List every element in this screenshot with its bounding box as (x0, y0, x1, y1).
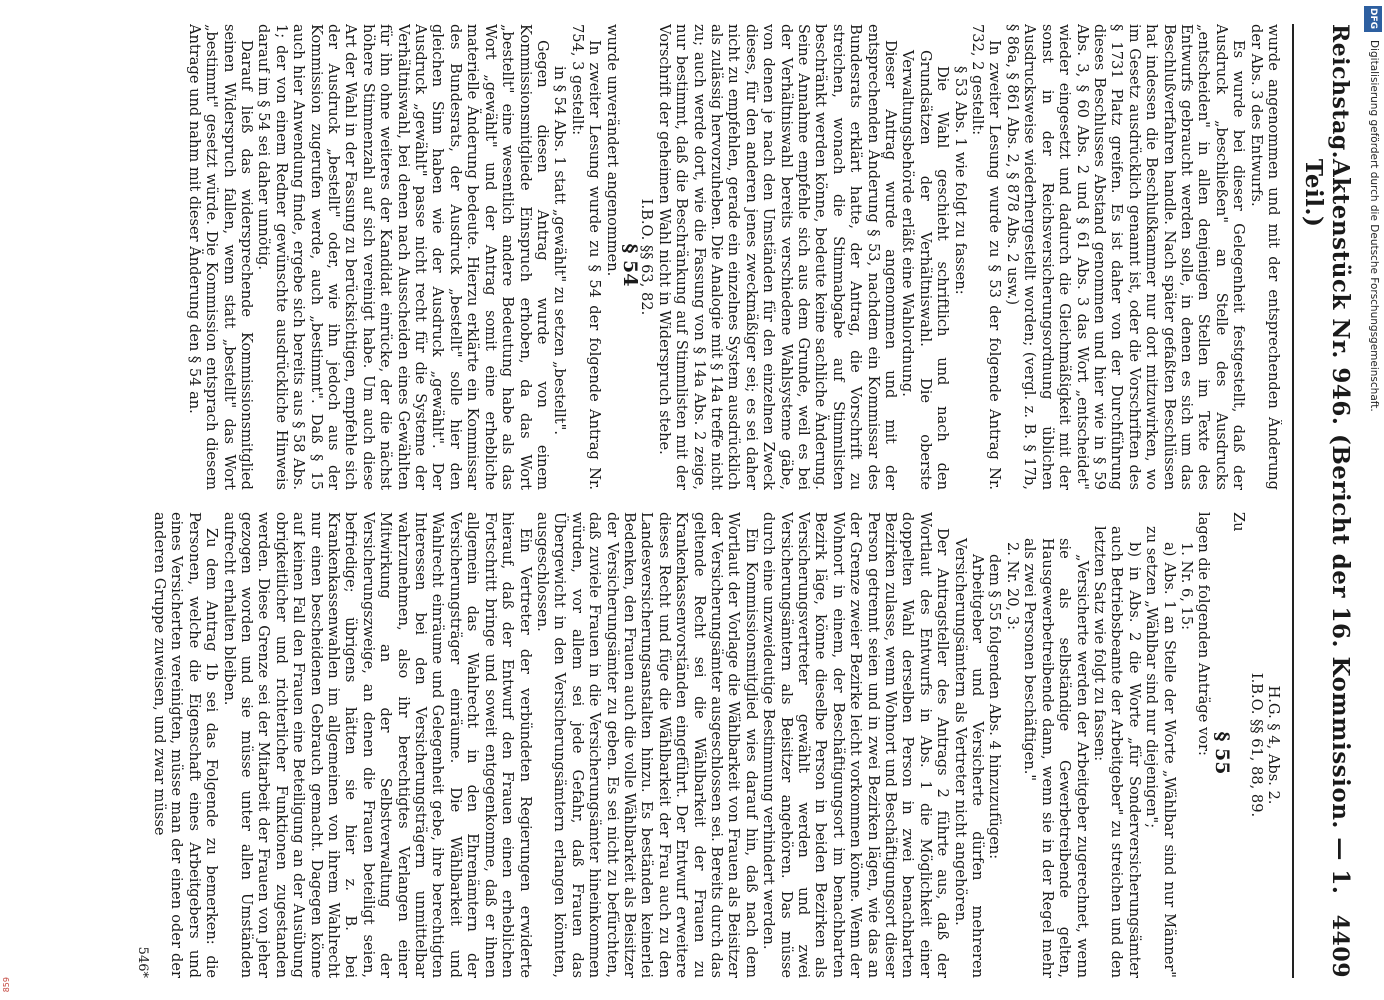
header-aktenstueck: Aktenstück Nr. 946. (Bericht der 16. Kommission. — 1. Teil.) (1300, 158, 1354, 895)
paragraph: Dieser Antrag wurde angenommen und mit der entsprechenden Änderung § 53, nachdem ein Kommissar des Bundesrats erklärt hatte, der Antrag, die Vorschrift zu streichen, wonach die Stimmabgabe auf Stimmlisten beschränkt werden könne, bedeute keine sachliche Änderung. Seine Annahme empfehle sich aus dem Grunde, weil es bei der Verhältniswahl bereits verschiedene Wahlsysteme gäbe, von denen je nach den Umständen für den einzelnen Zweck dieses, für den anderen jenes zweckmäßiger sei; es sei daher nicht zu empfehlen, gerade ein einzelnes System ausdrücklich als zulässig hervorzuheben. Die Analogie mit § 14a treffe nicht zu; auch werde dort, wie die Fassung von § 14a Abs. 2 zeige, nur bestimmt, daß die Beschränkung auf Stimmlisten mit der Vorschrift der geheimen Wahl nicht in Widerspruch stehe. (655, 24, 900, 490)
list-item: b) in Abs. 2 die Worte „für Sonderversicherungsämter auch Betriebsbeamte der Arbeitgeber" zu streichen und den letzten Satz wie folgt zu fassen: (1090, 526, 1143, 978)
dfg-logo: DFG (1364, 6, 1382, 32)
text-columns (62, 24, 1282, 978)
list-item: 1. Nr. 6, 15: (1177, 542, 1195, 631)
paragraph: Arbeitgeber und Versicherte dürfen mehreren Versicherungsämtern als Vertreter nicht angehören. (951, 538, 987, 978)
left-column (62, 24, 1282, 490)
section-heading: § 55 (1210, 731, 1233, 775)
zu-label: Zu (1230, 512, 1248, 532)
credit-text: Digitalisierung gefördert durch die Deutsche Forschungsgemeinschaft. (1368, 40, 1380, 412)
paragraph: Gegen diesen Antrag wurde von einem Kommissionsmitgliede Einspruch erhoben, da das Wort „bestellt" eine wesentlich andere Bedeutung habe als das Wort „gewählt" und der Antrag somit eine erhebliche materielle Änderung bedeute. Hierzu erklärte ein Kommissar des Bundesrats, der Ausdruck „bestellt" solle hier den gleichen Sinn haben wie der Ausdruck „gewählt". Der Ausdruck „gewählt" passe nicht recht für die Systeme der Verhältniswahl, bei denen nach Ausscheiden eines Gewählten für ihn ohne weiteres der Kandidat einrücke, der die nächst höhere Stimmenzahl auf sich vereinigt habe. Um auch diese Art der Wahl in der Fassung zu berücksichtigen, empfehle sich der Ausdruck „bestellt" oder, wie ihn jedoch aus der Kommission zugerufen werde, auch „bestimmt". Daß § 15 auch hier Anwendung finde, ergebe sich bereits aus § 58 Abs. 1; der von einem Redner gewünschte ausdrückliche Hinweis darauf im § 54 sei daher unnötig. (255, 24, 551, 490)
paragraph: Der Antragsteller des Antrags 2 führte aus, daß der Wortlaut des Entwurfs in Abs. 1 die Möglichkeit einer doppelten Wahl derselben Person in zwei benachbarten Bezirken zulasse, wenn Wohnort und Beschäftigungsort dieser Person getrennt seien und in zwei Bezirken lägen, wie das an der Grenze zweier Bezirke leicht vorkommen könne. Wenn der Wohnort in einem, der Beschäftigungsort im benachbarten Bezirk läge, könne dieselbe Person in beiden Bezirken als Versicherungsvertreter gewählt werden und zwei Versicherungsämtern als Beisitzer angehören. Das müsse durch eine unzweideutige Bestimmung verhindert werden. (760, 512, 952, 978)
list-item: 2. Nr. 20, 3: (1003, 542, 1021, 631)
paragraph: „Versicherte werden der Arbeitgeber zugerechnet, wenn sie als selbständige Gewerbetreibende gelten, Hausgewerbetreibende dann, wenn sie in der Regel mehr als zwei Personen beschäftigen." (1021, 538, 1091, 978)
law-reference: H.G. § 4, Abs. 2. (1265, 685, 1282, 805)
paragraph: In zweiter Lesung wurde zu § 54 der folgende Antrag Nr. 754, 3 gestellt: (568, 24, 604, 490)
paragraph: lagen die folgenden Anträge vor: (1195, 512, 1213, 756)
rotated-document-page (62, 6, 1362, 996)
paragraph: wurde angenommen und mit der entsprechenden Änderung der Abs. 3 des Entwurfs. (1247, 24, 1282, 490)
list-item: a) Abs. 1 an Stelle der Worte „Wählbar sind nur Männer" zu setzen „Wählbar sind nur diejenigen"; (1143, 526, 1178, 978)
paragraph: Ein Vertreter der verbündeten Regierungen erwiderte hierauf, daß der Entwurf den Frauen einen erheblichen Fortschritt bringe und soweit entgegenkomme, daß er ihnen allgemein das Wahlrecht in den Ehrenämtern der Versicherungsträger einräume. Die Wählbarkeit und Wahlrecht einräume und Gelegenheit gebe, ihre berechtigten Interessen bei den Versicherungsträgern unmittelbar wahrzunehmen, also ihr berechtigtes Verlangen einer Mitwirkung an der Selbstverwaltung der Versicherungszweige, an denen die Frauen beteiligt seien, befriedige; übrigens hätten sie hier z. B. bei Krankenkassenwahlen im allgemeinen von ihrem Wahlrecht nur einen bescheidenen Gebrauch gemacht. Dagegen könne auf keinen Fall den Frauen eine Beteiligung an der Ausübung obrigkeitlicher und richterlicher Funktionen zugestanden werden. Diese Grenze sei der Mitarbeit der Frauen von jeher gezogen worden und sie müsse unter allen Umständen aufrecht erhalten bleiben. (220, 512, 534, 978)
page-header (1292, 24, 1354, 978)
signature-mark: 546* (134, 946, 150, 978)
paragraph: dem § 55 folgenden Abs. 4 hinzuzufügen: (986, 554, 1004, 860)
right-column (62, 512, 1282, 978)
law-reference: I.B.O. §§ 61, 88, 89. (1247, 672, 1265, 818)
paragraph: Darauf ließ das widersprechende Kommissionsmitglied seinen Widerspruch fallen, wenn statt „bestellt" das Wort „bestimmt" gesetzt würde. Die Kommission entsprach diesem Antrage und nahm mit dieser Änderung den § 54 an. (185, 24, 256, 490)
header-reichstag: Reichstag. (1327, 24, 1353, 159)
section-heading: § 54 (618, 243, 641, 287)
paragraph: wurde unverändert angenommen. (603, 24, 621, 277)
page-stamp: 859 (2, 976, 11, 992)
paragraph: In zweiter Lesung wurde zu § 53 der folgende Antrag Nr. 732, 2 gestellt: (969, 24, 1004, 490)
paragraph: Die Wahl geschieht schriftlich und nach den Grundsätzen der Verhältniswahl. Die oberste Verwaltungsbehörde erläßt eine Wahlordnung. (899, 50, 952, 490)
paragraph: in § 54 Abs. 1 statt „gewählt" zu setzen „bestellt". (551, 66, 569, 436)
digitization-credit (1364, 40, 1380, 760)
page-number: 4409 (1327, 914, 1353, 978)
law-reference: I.B.O. §§ 63, 82. (638, 198, 656, 316)
paragraph: Zu dem Antrag 1b sei das Folgende zu bemerken: die Personen, welche die Eigenschaft eines Arbeitgebers und eines Versicherten vereinigten, müsse man der einen oder der anderen Gruppe zuweisen, und zwar müsse (151, 512, 221, 978)
paragraph: Ein Kommissionsmitglied wies darauf hin, daß nach dem Wortlaut der Vorlage die Wählbarkeit von Frauen als Beisitzer der Versicherungsämter ausgeschlossen sei. Bereits durch das geltende Recht sei die Wählbarkeit der Frauen zu Krankenkassenvorständen eingeführt. Der Entwurf erweitere dieses Recht und füge die Wählbarkeit der Frau auch zu den Landesversicherungsanstalten hinzu. Es beständen keinerlei Bedenken, den Frauen auch die volle Wählbarkeit als Beisitzer der Versicherungsämter zu geben. Es sei nicht zu befürchten, daß zuviele Frauen in die Versicherungsämter hineinkommen würden, vor allem sei jede Gefahr, daß Frauen das Übergewicht in den Versicherungsämtern erlangen könnten, ausgeschlossen. (533, 512, 760, 978)
paragraph: Es wurde bei dieser Gelegenheit festgestellt, daß der Ausdruck „beschließen" an Stelle des Ausdrucks „entscheiden" in allen denjenigen Stellen im Texte des Entwurfs gebraucht werden solle, in denen es sich um das Beschlußverfahren handle. Nach später gefaßten Beschlüssen hat indessen die Beschlußkammer nur dort mitzuwirken, wo im Gesetz ausdrücklich genannt ist, oder die Vorschriften des § 1731 Platz greifen. Es ist daher von der Durchführung dieses Beschlusses Abstand genommen und hier wie in § 59 Abs. 3, § 60 Abs. 2 und § 61 Abs. 3 das Wort „entscheidet" wieder eingesetzt und dadurch die Gleichmäßigkeit mit der sonst in der Reichsversicherungsordnung üblichen Ausdrucksweise wiederhergestellt worden; (vergl. z. B. § 17b, § 86a, § 861 Abs. 2, § 878 Abs. 2 usw.) (1003, 24, 1248, 490)
paragraph: § 53 Abs. 1 wie folgt zu fassen: (951, 66, 969, 295)
